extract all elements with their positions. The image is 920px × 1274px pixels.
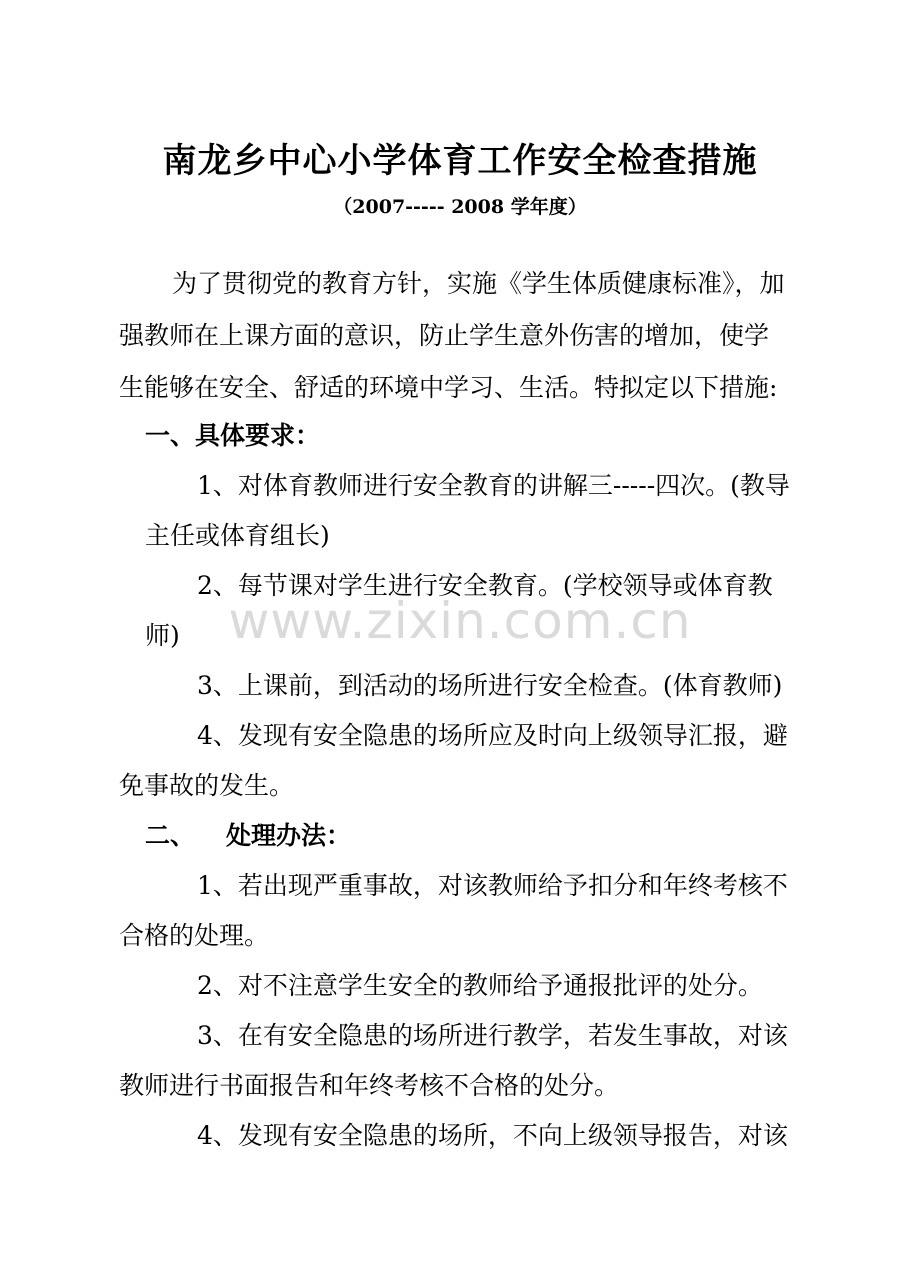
section-1-item-2-line-1: 2、每节课对学生进行安全教育。(学校领导或体育教 — [197, 571, 773, 600]
section-1-heading: 一、具体要求： — [145, 421, 321, 450]
section-2-heading-number: 二、 — [145, 821, 196, 850]
section-1-item-3-line-1: 3、上课前，到活动的场所进行安全检查。(体育教师) — [197, 671, 783, 700]
intro-line-1: 为了贯彻党的教育方针，实施《学生体质健康标准》，加 — [172, 269, 785, 298]
intro-line-2: 强教师在上课方面的意识，防止学生意外伤害的增加，使学 — [119, 321, 770, 350]
document-title: 南龙乡中心小学体育工作安全检查措施 — [162, 141, 758, 181]
section-1-item-4-line-2: 免事故的发生。 — [119, 771, 295, 800]
document-subtitle: （2007----- 2008 学年度） — [333, 196, 587, 218]
watermark: www.zixin.com.cn — [228, 592, 692, 650]
section-1-item-4-line-1: 4、发现有安全隐患的场所应及时向上级领导汇报，避 — [197, 721, 788, 750]
section-2-item-2-line-1: 2、对不注意学生安全的教师给予通报批评的处分。 — [197, 971, 763, 1000]
section-2-heading: 处理办法： — [226, 821, 352, 850]
section-1-item-2-line-2: 师) — [145, 621, 180, 650]
section-2-item-3-line-2: 教师进行书面报告和年终考核不合格的处分。 — [119, 1071, 620, 1100]
intro-line-3: 生能够在安全、舒适的环境中学习、生活。特拟定以下措施: — [119, 373, 778, 402]
section-1-item-1-line-1: 1、对体育教师进行安全教育的讲解三-----四次。(教导 — [197, 471, 790, 500]
section-2-item-1-line-1: 1、若出现严重事故，对该教师给予扣分和年终考核不 — [197, 871, 788, 900]
section-2-item-1-line-2: 合格的处理。 — [119, 921, 270, 950]
section-2-item-4-line-1: 4、发现有安全隐患的场所，不向上级领导报告，对该 — [197, 1121, 788, 1150]
section-2-item-3-line-1: 3、在有安全隐患的场所进行教学，若发生事故，对该 — [197, 1021, 788, 1050]
section-1-item-1-line-2: 主任或体育组长) — [145, 521, 330, 550]
